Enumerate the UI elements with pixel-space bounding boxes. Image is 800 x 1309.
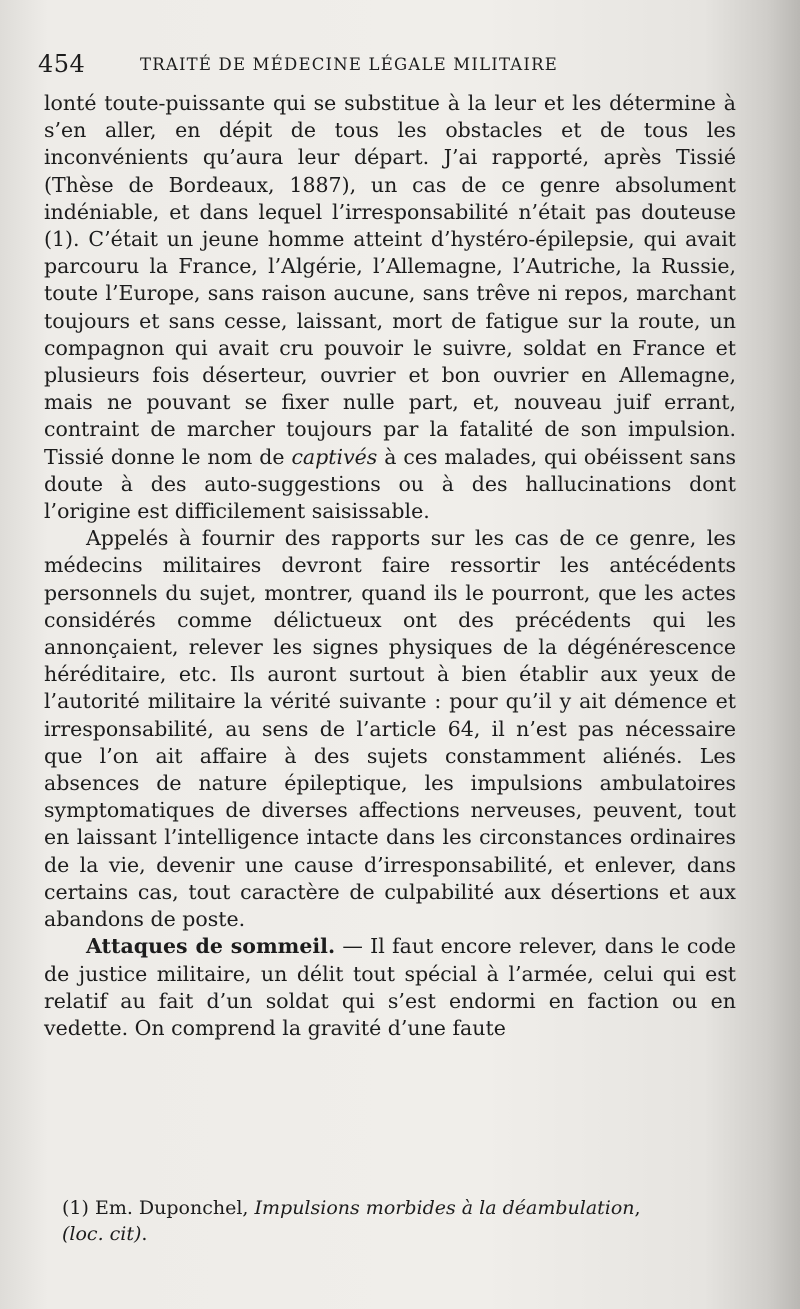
italic-term: captivés	[291, 444, 378, 469]
paragraph3-text: — Il faut encore relever, dans le code de justice militaire, un délit tout spécial à l’armée, celui qui est relatif au fait d’un soldat qui s’est endormi en faction ou en vedette. On comprend la gravité d’une faute	[44, 934, 737, 1040]
footnote-1	[62, 1195, 736, 1247]
footnote-title: Impulsions morbides à la déambulation	[254, 1197, 635, 1219]
footnote-ref: (loc. cit)	[62, 1223, 142, 1245]
page-header	[38, 50, 738, 82]
footnote-comma: ,	[634, 1197, 641, 1219]
page-number: 454	[38, 50, 86, 78]
paragraph-reports: Appelés à fournir des rapports sur les cas de ce genre, les médecins militaires devront faire ressortir les antécédents personnels du sujet, montrer, quand ils le pourront, que les actes considérés comme délictueux ont des précédents qui les annonçaient, relever les signes physiques de la dégénérescence héréditaire, etc. Ils auront surtout à bien établir aux yeux de l’autorité militaire la vérité suivante : pour qu’il y ait démence et irresponsabilité, au sens de l’article 64, il n’est pas nécessaire que l’on ait affaire à des sujets constamment aliénés. Les absences de nature épileptique, les impulsions ambulatoires symptomatiques de diverses affections nerveuses, peuvent, tout en laissant l’intelligence intacte dans les circonstances ordinaires de la vie, devenir une cause d’irresponsabilité, et enlever, dans certains cas, tout caractère de culpabilité aux désertions et aux abandons de poste.	[44, 526, 736, 932]
paragraph1-text-b: à ces malades, qui obéissent sans doute à des auto-suggestions ou à des hallucinations dont l’origine est difficilement saisissable.	[44, 444, 736, 524]
paragraph-sleep-attacks	[44, 933, 736, 1042]
footnote-marker: (1) Em. Duponchel,	[62, 1197, 255, 1219]
body-text	[44, 90, 736, 1042]
section-heading: Attaques de sommeil.	[86, 934, 336, 959]
footnote-ref-end: .	[141, 1223, 148, 1245]
footnote	[62, 1195, 736, 1247]
paragraph-continued	[44, 90, 736, 525]
paragraph1-text-a: lonté toute-puissante qui se substitue à la leur et les détermine à s’en aller, en dépit de tous les obstacles et de tous les inconvénients qu’aura leur départ. J’ai rapporté, après Tissié (Thèse de Bordeaux, 1887), un cas de ce genre absolument indéniable, et dans lequel l’irresponsabilité n’était pas douteuse (1). C’était un jeune homme atteint d’hystéro-épilepsie, qui avait parcouru la France, l’Algérie, l’Allemagne, l’Autriche, la Russie, toute l’Europe, sans raison aucune, sans trêve ni repos, marchant toujours et sans cesse, laissant, mort de fatigue sur la route, un compagnon qui avait cru pouvoir le suivre, soldat en France et plusieurs fois déserteur, ouvrier et bon ouvrier en Allemagne, mais ne pouvant se fixer nulle part, et, nouveau juif errant, contraint de marcher toujours par la fatalité de son impulsion. Tissié donne le nom de	[44, 91, 736, 469]
running-title: TRAITÉ DE MÉDECINE LÉGALE MILITAIRE	[140, 55, 558, 74]
